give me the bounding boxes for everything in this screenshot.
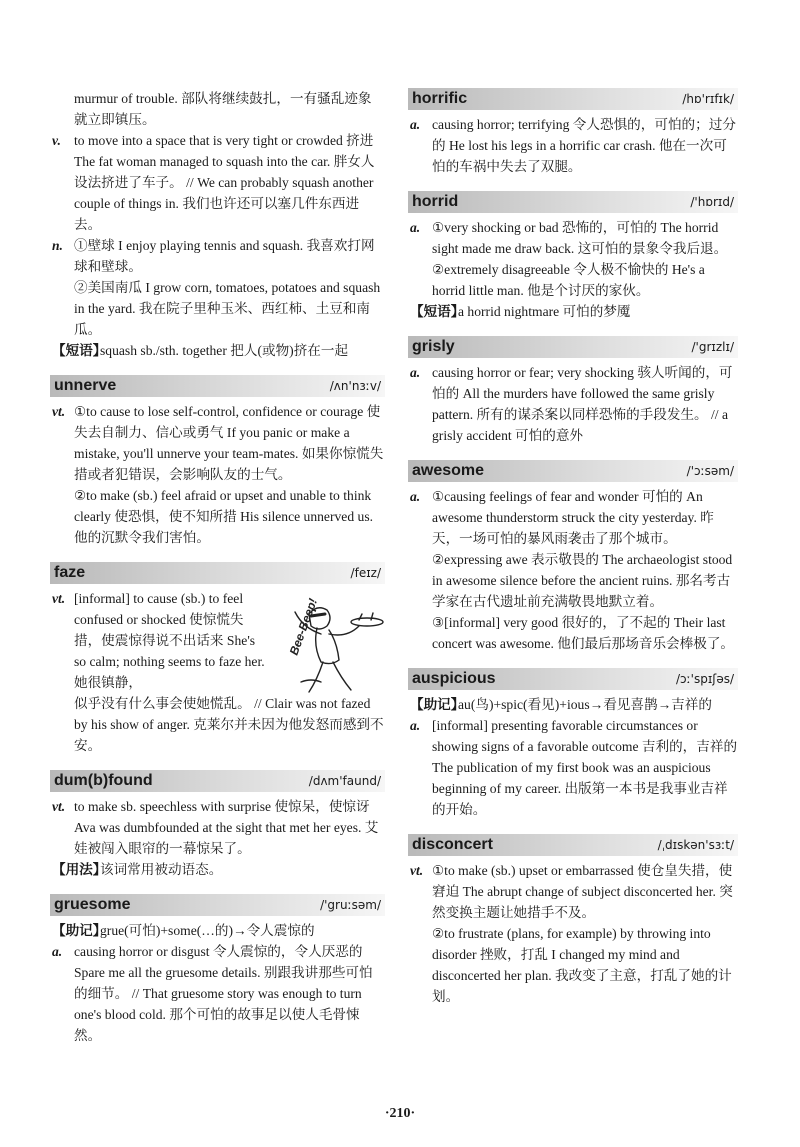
entry-header [408,668,738,690]
entry-gruesome [50,894,385,1046]
entry-header [50,894,385,916]
definition-line: n. ①壁球 I enjoy playing tennis and squash. 我喜欢打网球和壁球。 [52,238,375,274]
definition-line: vt. [informal] to cause (sb.) to feel confused or shocked 使惊慌失措，使震惊得说不出话来 She's so calm; nothing seems to faze her. 她很镇静， [52,591,265,690]
phrase-line: 【短语】 a horrid nightmare 可怕的梦魇 [410,304,631,319]
headword: disconcert [412,836,493,853]
pronunciation: /ˌdɪskən'sɜːt/ [657,838,734,852]
definition-line: vt. ①to make (sb.) upset or embarrassed 使仓皇失措，使窘迫 The abrupt change of subject disconcerted her. 突然变换主题让她措手不及。 [410,863,733,920]
pronunciation: /'gruːsəm/ [320,898,381,912]
entry-horrific [408,88,738,177]
entry-header [50,770,385,792]
entry-auspicious [408,668,738,820]
definition-line: a. causing horror; terrifying 令人恐惧的，可怕的；过分的 He lost his legs in a horrific car crash. 他在一次可怕的车祸中失去了双腿。 [410,117,736,174]
headword: horrid [412,193,459,210]
definition-line: a. ①causing feelings of fear and wonder 可怕的 An awesome thunderstorm struck the city yesterday. 昨天，一场可怕的暴风雨袭击了那个城市。 [410,489,714,546]
pronunciation: /ɔː'spɪʃəs/ [675,672,734,686]
entry-awesome [408,460,738,654]
entry-dumbfound [50,770,385,880]
entry-header [408,834,738,856]
entry-grisly [408,336,738,446]
entry-unnerve [50,375,385,548]
entry-header [408,88,738,110]
entry-header [50,375,385,397]
phrase-line: 【短语】 squash sb./sth. together 把人(或物)挤在一起 [52,343,349,358]
definition-line: murmur of trouble. 部队将继续鼓扎，一有骚乱迹象就立即镇压。 [74,91,372,127]
entry-header [50,562,385,584]
left-column [50,88,385,1060]
definition-line: v. to move into a space that is very tight or crowded 挤进 The fat woman managed to squash into the car. 胖女人设法挤进了车子。 // We can probably squash another couple of things in. 我们也许还可以塞几件东西进去。 [52,133,375,232]
pronunciation: /ʌn'nɜːv/ [329,379,381,393]
headword: gruesome [54,896,131,913]
entry-disconcert [408,834,738,1007]
mnemonic-line: 【助记】 au(鸟)+spic(看见)+ious→看见喜鹊→吉祥的 [410,697,712,712]
pronunciation: /'ɔːsəm/ [686,464,734,478]
right-column [408,88,738,1021]
definition-line: ②to make (sb.) feel afraid or upset and unable to think clearly 使恐惧，使不知所措 His silence unnerved us. 他的沉默令我们害怕。 [74,488,374,545]
entry-header [408,460,738,482]
headword: auspicious [412,670,496,687]
headword: faze [54,564,86,581]
mnemonic-line: 【助记】 grue(可怕)+some(…的)→令人震惊的 [52,923,315,938]
definition-line: ②extremely disagreeable 令人极不愉快的 He's a horrid little man. 他是个讨厌的家伙。 [432,262,705,298]
headword: unnerve [54,377,117,394]
pronunciation: /feɪz/ [350,566,381,580]
headword: awesome [412,462,485,479]
definition-line: 似乎没有什么事会使她慌乱。 // Clair was not fazed by his show of anger. 克莱尔并未因为他发怒而感到不安。 [74,696,384,753]
usage-line: 【用法】 该词常用被动语态。 [52,862,223,877]
pronunciation: /'hɒrɪd/ [690,195,734,209]
cartoon-sound-text: Bee-Beep! [286,596,321,658]
definition-line: vt. ①to cause to lose self-control, confidence or courage 使失去自制力、信心或勇气 If you panic or make a mistake, you'll unnerve your team-mates. 如果你惊慌失措或者犯错误，会影响队友的士气。 [52,404,384,482]
entry-horrid [408,191,738,322]
definition-line: ②美国南瓜 I grow corn, tomatoes, potatoes and squash in the yard. 我在院子里种玉米、西红柿、土豆和南瓜。 [74,280,381,337]
definition-line: ③[informal] very good 很好的，了不起的 Their last concert was awesome. 他们最后那场音乐会棒极了。 [432,615,735,651]
definition-line: a. [informal] presenting favorable circumstances or showing signs of a favorable outcome 吉利的，吉祥的 The publication of my first book was an auspicious beginning of my career. 出版第一本书是我事业吉祥的开始。 [410,718,738,817]
definition-line: a. causing horror or disgust 令人震惊的，令人厌恶的 Spare me all the gruesome details. 别跟我讲那些可怕的细节。 // That gruesome story was enough to turn one's blood cold. 那个可怕的故事足以使人毛骨悚然。 [52,944,373,1043]
entry-header [408,336,738,358]
headword: horrific [412,90,468,107]
headword: grisly [412,338,455,355]
entry-header [408,191,738,213]
pronunciation: /dʌm'faund/ [308,774,381,788]
definition-line: a. ①very shocking or bad 恐怖的，可怕的 The horrid sight made me draw back. 这可怕的景象令我后退。 [410,220,728,256]
entry-squash-cont [50,88,385,361]
pronunciation: /hɒ'rɪfɪk/ [682,92,734,106]
pronunciation: /'grɪzlɪ/ [691,340,734,354]
definition-line: vt. to make sb. speechless with surprise 使惊呆，使惊讶 Ava was dumbfounded at the sight that met her eyes. 艾娃被闯入眼帘的一幕惊呆了。 [52,799,379,856]
definition-line: ②expressing awe 表示敬畏的 The archaeologist stood in awesome silence before the ancient ruins. 那名考古学家在古代遗址前充满敬畏地默立着。 [432,552,733,609]
page-number: ·210· [384,1106,416,1121]
headword: dum(b)found [54,772,153,789]
definition-line: a. causing horror or fear; very shocking 骇人听闻的，可怕的 All the murders have followed the same grisly pattern. 所有的谋杀案以同样恐怖的手段发生。 // a grisly accident 可怕的意外 [410,365,733,443]
definition-line: ②to frustrate (plans, for example) by throwing into disorder 挫败，打乱 I changed my mind and disconcerted her plan. 我改变了主意，打乱了她的计划。 [432,926,732,1004]
entry-faze [50,562,385,756]
